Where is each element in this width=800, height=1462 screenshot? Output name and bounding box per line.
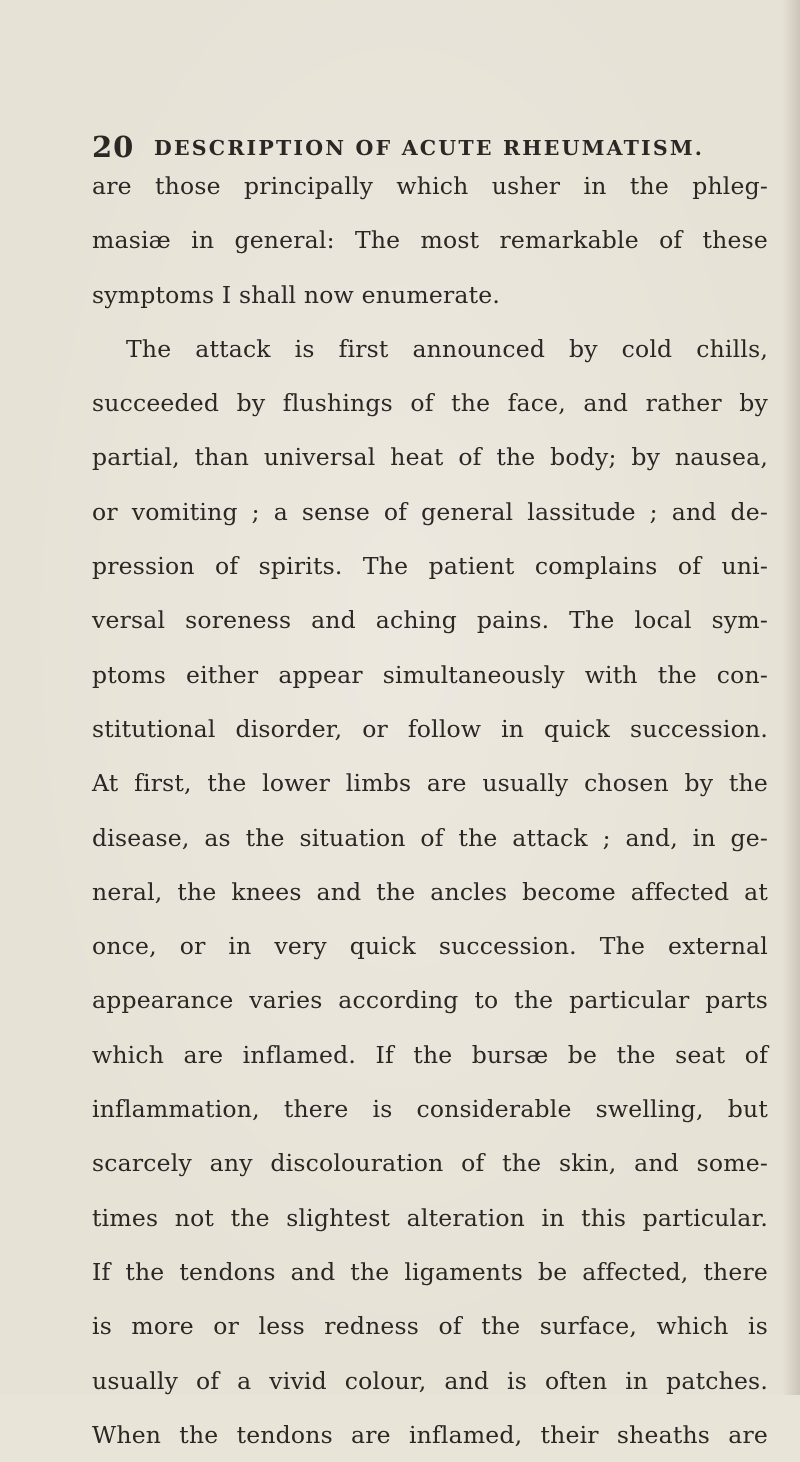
text-line: or vomiting ; a sense of general lassitude ; and de- [92,497,768,526]
text-line: usually of a vivid colour, and is often in patches. [92,1366,768,1395]
text-line: succeeded by flushings of the face, and rather by [92,389,768,418]
text-line: partial, than universal heat of the body; by nausea, [92,443,768,472]
text-line: scarcely any discolouration of the skin, and some- [92,1149,768,1178]
text-line: masiæ in general: The most remarkable of these [92,226,768,255]
text-line: appearance varies according to the particular parts [92,986,768,1015]
body-text [92,159,768,1462]
text-line: ptoms either appear simultaneously with the con- [92,660,768,689]
text-line: symptoms I shall now enumerate. [92,280,501,309]
text-line: inflammation, there is considerable swelling, but [92,1095,768,1124]
running-title: DESCRIPTION OF ACUTE RHEUMATISM. [154,136,705,160]
text-line: versal soreness and aching pains. The local sym- [92,606,768,635]
text-line: once, or in very quick succession. The external [92,932,768,961]
text-line: If the tendons and the ligaments be affected, there [92,1257,768,1286]
page-number: 20 [92,130,135,164]
text-line: At first, the lower limbs are usually chosen by the [92,769,768,798]
text-line: which are inflamed. If the bursæ be the seat of [92,1040,768,1069]
text-line: pression of spirits. The patient complains of uni- [92,552,768,581]
text-line: is more or less redness of the surface, which is [92,1312,768,1341]
text-line: When the tendons are inflamed, their sheaths are [92,1420,768,1449]
text-line: are those principally which usher in the phleg- [92,172,768,200]
text-line: times not the slightest alteration in this particular. [92,1203,768,1232]
paragraph-start-line: The attack is first announced by cold chills, [126,334,768,363]
text-line: disease, as the situation of the attack ; and, in ge- [92,823,768,852]
page-edge-shadow [782,0,800,1395]
text-line: stitutional disorder, or follow in quick succession. [92,714,768,743]
text-line: neral, the knees and the ancles become affected at [92,877,768,906]
